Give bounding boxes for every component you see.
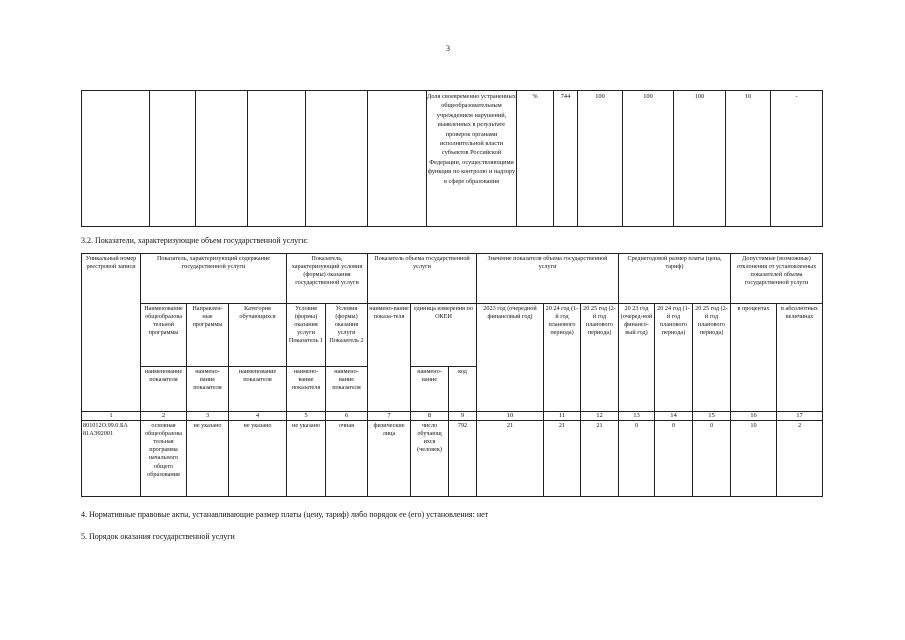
header-indicator-name: наимено-вание показа-теля [368, 304, 411, 412]
volume-indicators-table [81, 253, 823, 497]
header-unit-code: код [449, 367, 477, 412]
quality-indicator-name: Доля своевременно устраненных общеобразовательным учреждением нарушений, выявленных в результате проверок органами исполнительной власти субъектов Российской Федерации, осуществляющими функции по контролю и надзору в сфере образования [427, 91, 517, 227]
column-number: 6 [326, 412, 368, 421]
quality-okei-code: 744 [554, 91, 578, 227]
header-conditions-group: Показатель, характеризующий условия (формы) оказания государственной услуги [287, 254, 368, 304]
volume-indicator-value: физические лица [368, 421, 411, 497]
deviation-percent: 10 [731, 421, 777, 497]
header-in-percent: в процентах [731, 304, 777, 412]
empty-cell [368, 91, 427, 227]
empty-cell [248, 91, 306, 227]
column-number: 2 [141, 412, 187, 421]
header-direction: Направлен-ные программы [187, 304, 229, 367]
column-number: 4 [229, 412, 287, 421]
header-category: Категория обучающихся [229, 304, 287, 367]
column-number: 13 [619, 412, 655, 421]
header-year-2025: 20 25 год (2-й год планового периода) [581, 304, 619, 412]
unit-name-value: число обучающ ихся (человек) [411, 421, 449, 497]
header-sub-indicator: наименование показателя [141, 367, 187, 412]
quality-unit: % [517, 91, 554, 227]
header-sub-indicator: наимено-вание показателя [187, 367, 229, 412]
quality-deviation-absolute: - [771, 91, 823, 227]
unit-code-value: 792 [449, 421, 477, 497]
value-2025: 21 [581, 421, 619, 497]
section-5-heading: 5. Порядок оказания государственной услуги [81, 532, 235, 541]
column-number: 17 [777, 412, 823, 421]
header-fee-2023: 20 23 год (очеред-ной финансо-вый год) [619, 304, 655, 412]
form2-value: очная [326, 421, 368, 497]
header-sub-indicator: наимено-вание показателя [287, 367, 326, 412]
header-year-2024: 20 24 год (1-й год планового периода) [544, 304, 581, 412]
header-fee-group: Среднегодовой размер платы (цена, тариф) [619, 254, 731, 304]
fee-2024: 0 [655, 421, 693, 497]
column-number: 8 [411, 412, 449, 421]
header-unit-name: наимено-вание [411, 367, 449, 412]
value-2023: 21 [477, 421, 544, 497]
column-number: 1 [82, 412, 141, 421]
deviation-absolute: 2 [777, 421, 823, 497]
section-3-2-heading: 3.2. Показатели, характеризующие объем государственной услуги: [81, 236, 308, 245]
column-number: 5 [287, 412, 326, 421]
program-name: основная общеобразова тельная программа начального общего образования [141, 421, 187, 497]
column-number: 7 [368, 412, 411, 421]
header-form-2: Условия (формы) оказания услуги Показатель 2 [326, 304, 368, 367]
value-2024: 21 [544, 421, 581, 497]
quality-value-2024: 100 [623, 91, 674, 227]
header-in-absolute: в абсолютных величинах [777, 304, 823, 412]
quality-value-2023: 100 [578, 91, 623, 227]
page-number: 3 [446, 44, 450, 53]
header-sub-indicator: наименование показателя [229, 367, 287, 412]
header-program-name: Наименование общеобразова тельной программы [141, 304, 187, 367]
empty-cell [150, 91, 196, 227]
column-number: 15 [693, 412, 731, 421]
registry-number: 801012О.99.0.БА 81АЭ92001 [82, 421, 141, 497]
header-registry: Уникальный номер реестровой записи [82, 254, 141, 412]
column-number: 3 [187, 412, 229, 421]
header-volume-value-group: Значение показателя объема государственной услуги [477, 254, 619, 304]
header-deviation-group: Допустимые (возможные) отклонения от установленных показателей объема государственной услуги [731, 254, 823, 304]
fee-2023: 0 [619, 421, 655, 497]
table-row [82, 421, 823, 497]
header-fee-2025: 20 25 год (2-й год планового периода) [693, 304, 731, 412]
column-numbers-row [82, 412, 823, 421]
category-value: не указано [229, 421, 287, 497]
header-content-group: Показатель, характеризующий содержание государственной услуги [141, 254, 287, 304]
direction-value: не указано [187, 421, 229, 497]
header-volume-group: Показатель объема государственной услуги [368, 254, 477, 304]
column-number: 16 [731, 412, 777, 421]
quality-table-continuation [81, 90, 823, 227]
column-number: 14 [655, 412, 693, 421]
header-fee-2024: 20 24 год (1-й год планового периода) [655, 304, 693, 412]
empty-cell [82, 91, 150, 227]
section-4-text: 4. Нормативные правовые акты, устанавливающие размер платы (цену, тариф) либо порядок ее (его) установления: нет [81, 510, 489, 519]
column-number: 12 [581, 412, 619, 421]
quality-value-2025: 100 [674, 91, 726, 227]
form-value: не указано [287, 421, 326, 497]
column-number: 11 [544, 412, 581, 421]
fee-2025: 0 [693, 421, 731, 497]
empty-cell [196, 91, 248, 227]
column-number: 10 [477, 412, 544, 421]
column-number: 9 [449, 412, 477, 421]
header-sub-indicator: наимено-вание показателя [326, 367, 368, 412]
header-unit-group: единица измерения по ОКЕИ [411, 304, 477, 367]
header-year-2023: 2023 год (очередной финансовый год) [477, 304, 544, 412]
empty-cell [306, 91, 368, 227]
quality-deviation-percent: 10 [726, 91, 771, 227]
header-form-1: Условия (формы) оказания услуги Показатель 1 [287, 304, 326, 367]
